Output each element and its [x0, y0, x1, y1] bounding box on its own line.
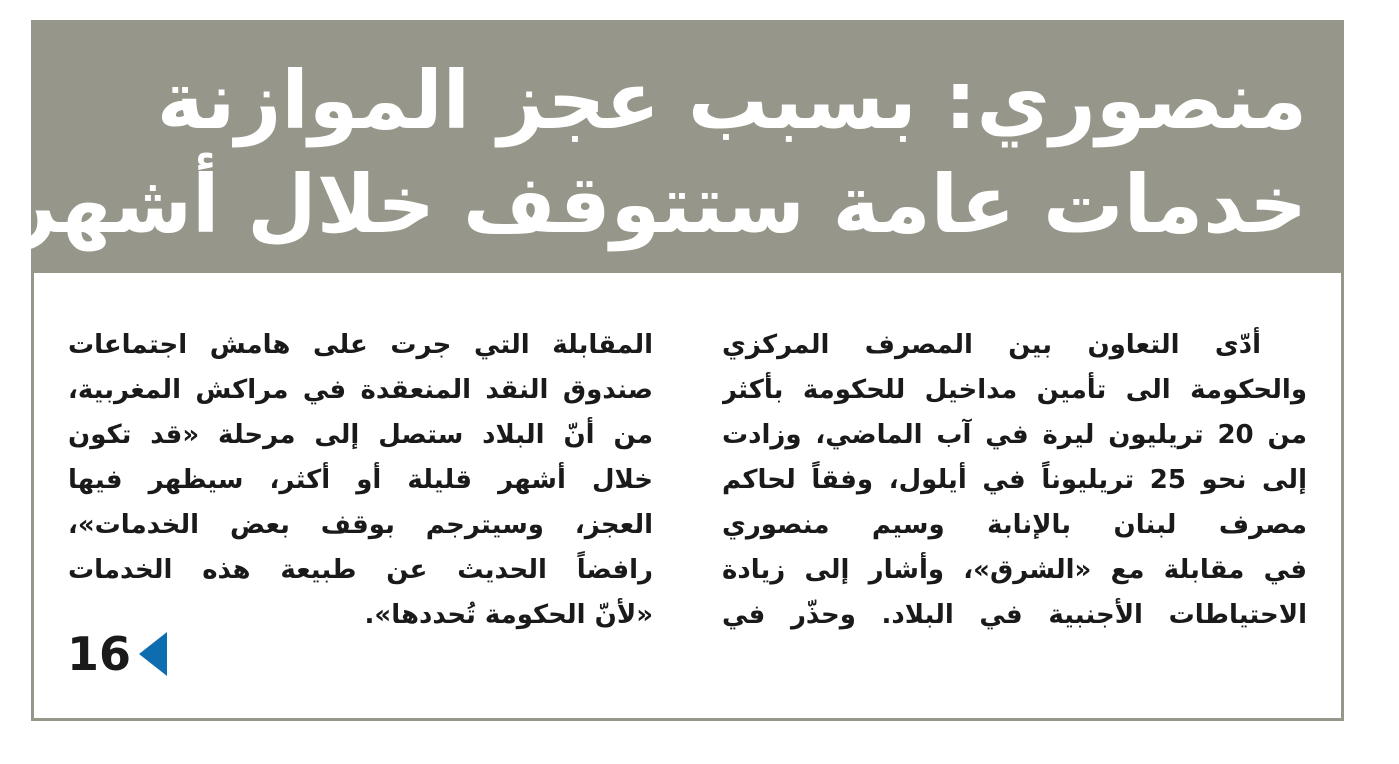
- column-left-line: من أنّ البلاد ستصل إلى مرحلة «قد تكون: [68, 420, 653, 450]
- column-left-line: «لأنّ الحكومة تُحددها».: [364, 600, 653, 630]
- column-left-line: المقابلة التي جرت على هامش اجتماعات: [68, 330, 653, 360]
- column-right-line: إلى نحو 25 تريليوناً في أيلول، وفقاً لحاكم: [722, 465, 1307, 495]
- column-left-line: خلال أشهر قليلة أو أكثر، سيظهر فيها: [68, 465, 653, 495]
- column-right-line: والحكومة الى تأمين مداخيل للحكومة بأكثر: [722, 375, 1307, 405]
- column-left-line: رافضاً الحديث عن طبيعة هذه الخدمات: [68, 555, 653, 585]
- column-right-line: مصرف لبنان بالإنابة وسيم منصوري: [722, 510, 1307, 540]
- article-frame: [10, 20, 1344, 721]
- headline-line-2: خدمات عامة ستتوقف خلال أشهر: [10, 158, 1307, 251]
- headline-line-1: منصوري: بسبب عجز الموازنة: [156, 54, 1307, 147]
- column-right-line: في مقابلة مع «الشرق»، وأشار إلى زيادة: [722, 555, 1307, 585]
- column-left-line: صندوق النقد المنعقدة في مراكش المغربية،: [68, 375, 653, 405]
- column-left: [68, 323, 653, 638]
- column-left-line: العجز، وسيترجم بوقف بعض الخدمات»،: [68, 510, 653, 540]
- column-right-line: من 20 تريليون ليرة في آب الماضي، وزادت: [722, 420, 1307, 450]
- arrow-left-icon: [139, 632, 167, 676]
- column-right: [722, 323, 1307, 638]
- column-right-line: الاحتياطات الأجنبية في البلاد. وحذّر في: [722, 600, 1307, 630]
- column-right-line: أدّى التعاون بين المصرف المركزي: [722, 330, 1261, 360]
- page-number: 16: [67, 627, 132, 681]
- headline-band: [10, 23, 1341, 273]
- page-reference: [67, 629, 167, 679]
